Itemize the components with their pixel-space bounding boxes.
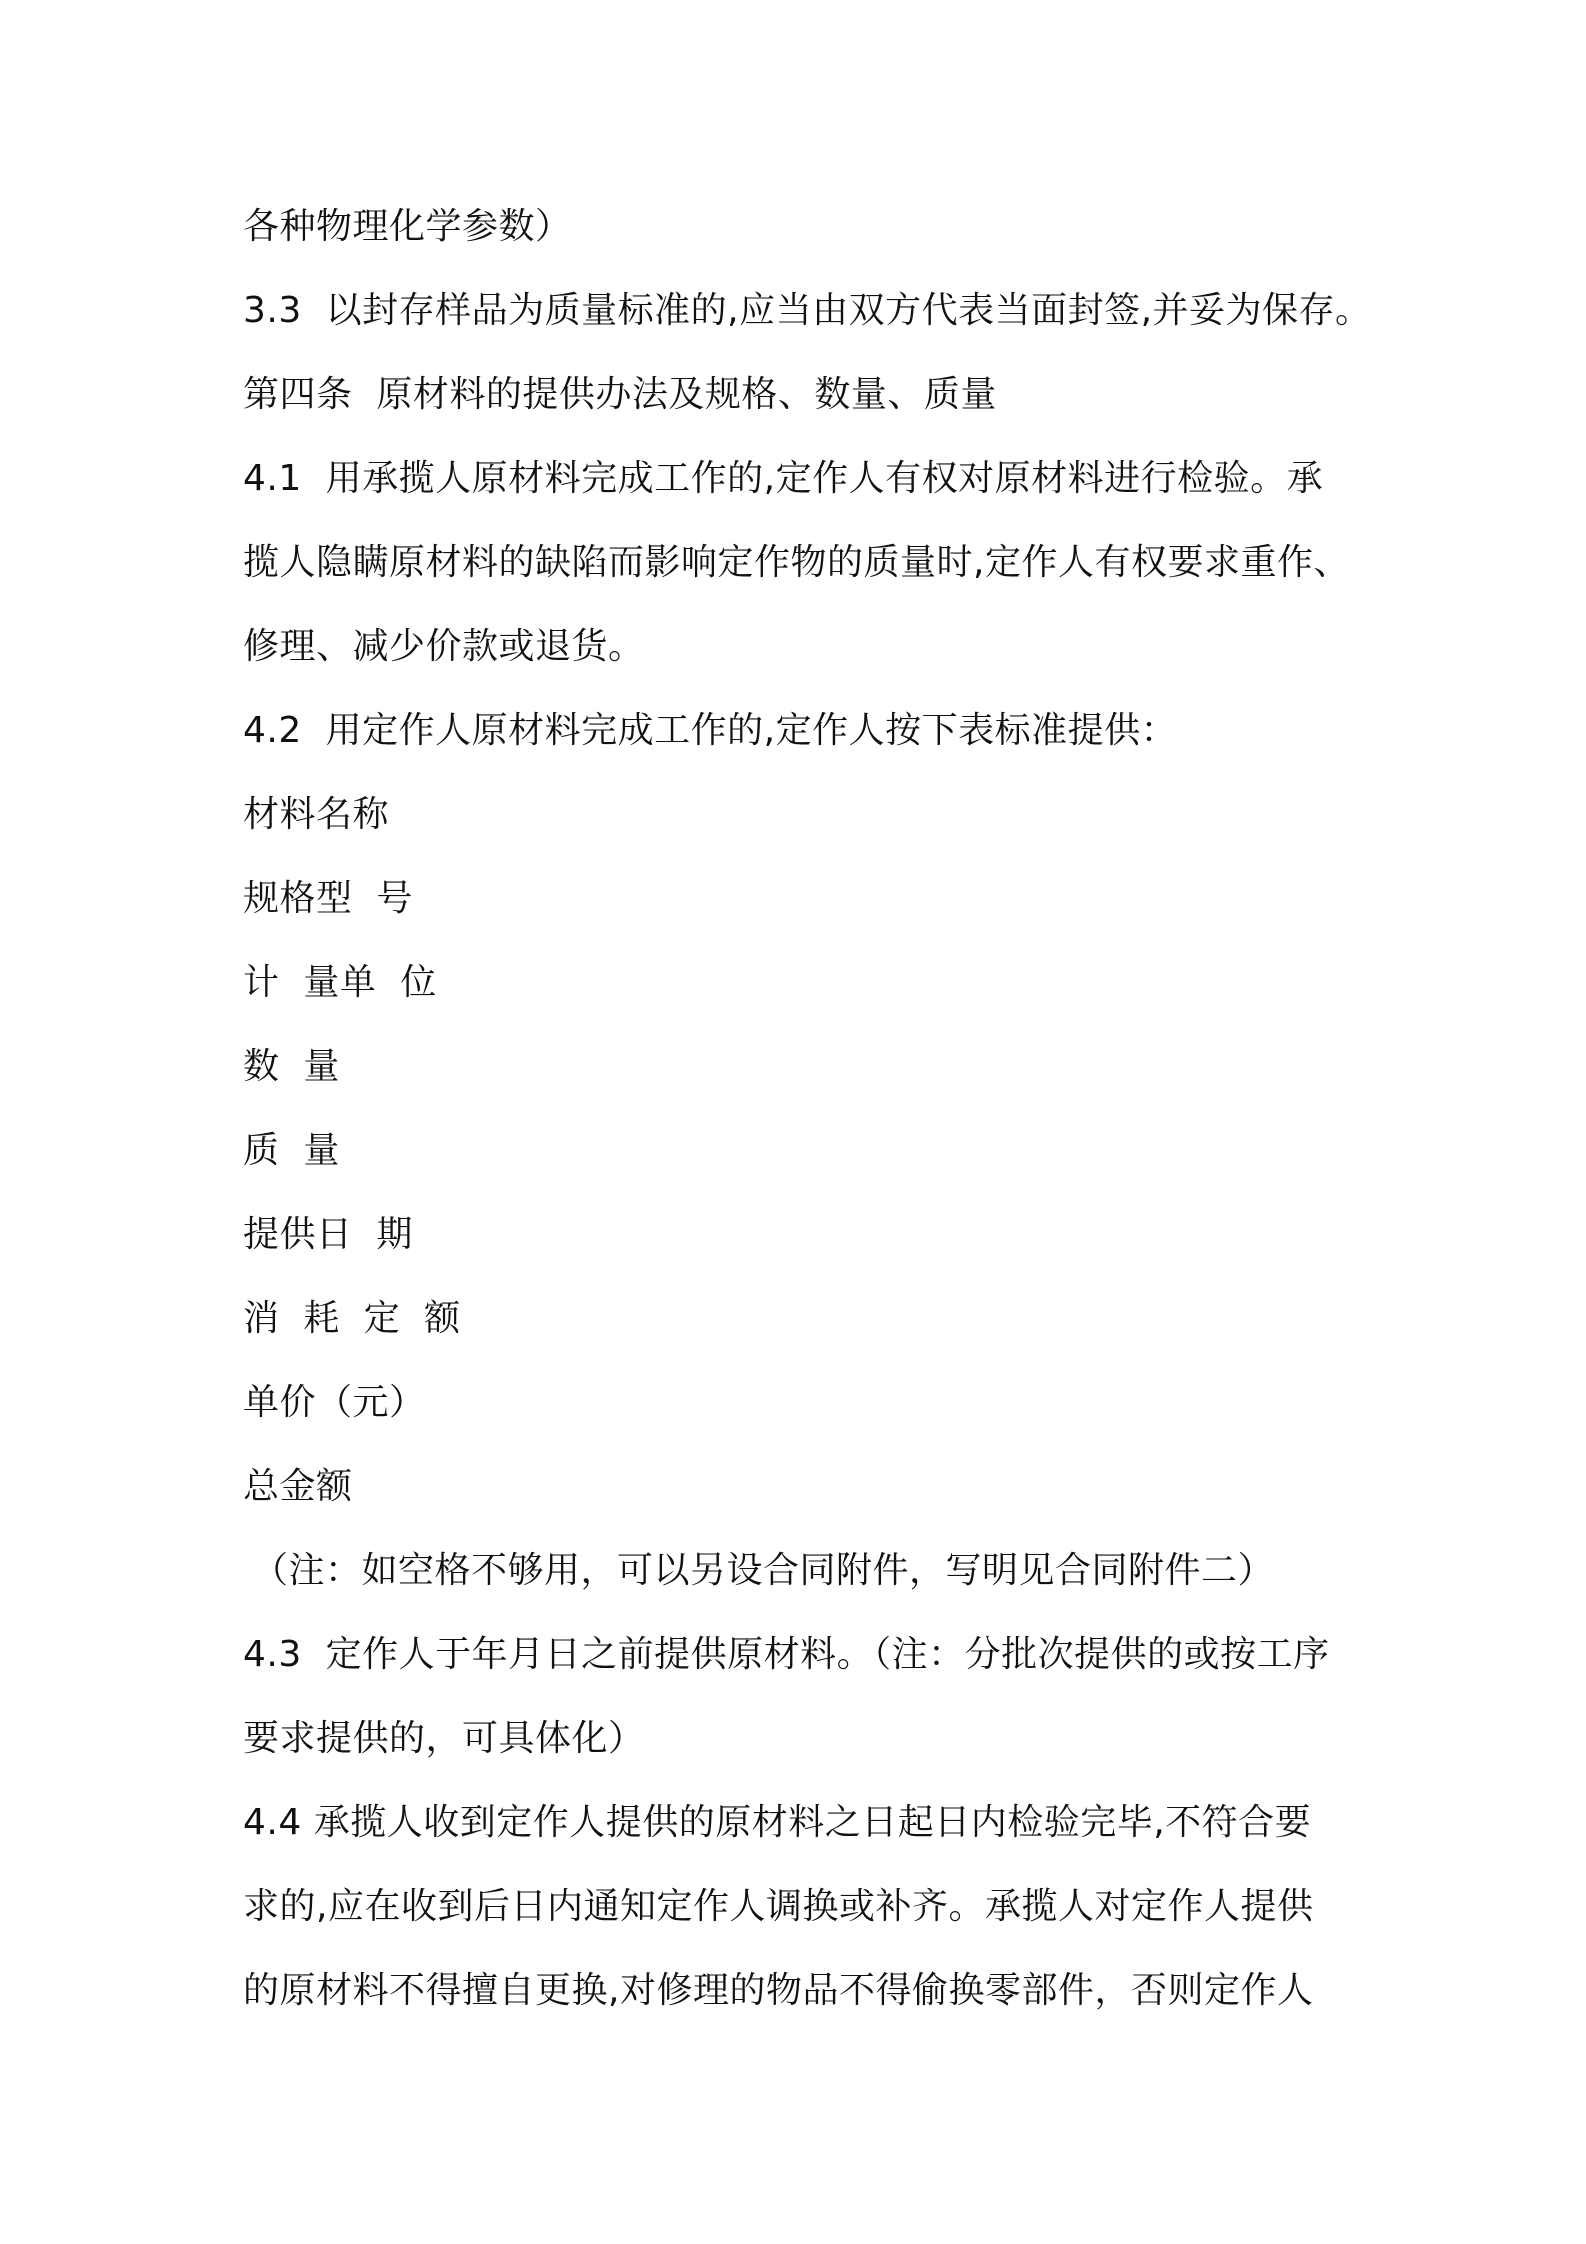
field-label-total-amount: 总金额 <box>243 1466 353 1507</box>
field-label-material-name: 材料名称 <box>243 794 390 835</box>
text-line-chemical-params: 各种物理化学参数） <box>243 206 572 247</box>
text-line-clause-4-1-cont: 揽人隐瞒原材料的缺陷而影响定作物的质量时,定作人有权要求重作、 <box>243 542 1350 583</box>
field-label-quantity: 数 量 <box>243 1046 340 1087</box>
field-label-spec-model: 规格型 号 <box>243 878 413 919</box>
text-line-clause-4-1-end: 修理、减少价款或退货。 <box>243 626 645 667</box>
field-label-unit: 计 量单 位 <box>243 962 437 1003</box>
text-line-clause-4-4: 4.4 承揽人收到定作人提供的原材料之日起日内检验完毕,不符合要 <box>243 1802 1312 1843</box>
text-line-clause-4-3: 4.3 定作人于年月日之前提供原材料。（注：分批次提供的或按工序 <box>243 1634 1330 1675</box>
text-line-note-attachment: （注：如空格不够用，可以另设合同附件，写明见合同附件二） <box>252 1550 1275 1591</box>
field-label-unit-price: 单价（元） <box>243 1382 426 1423</box>
field-label-consumption-quota: 消 耗 定 额 <box>243 1298 461 1339</box>
field-label-supply-date: 提供日 期 <box>243 1214 413 1255</box>
text-line-clause-4-1: 4.1 用承揽人原材料完成工作的,定作人有权对原材料进行检验。承 <box>243 458 1324 499</box>
section-heading-article-4: 第四条 原材料的提供办法及规格、数量、质量 <box>243 374 997 415</box>
field-label-quality: 质 量 <box>243 1130 340 1171</box>
text-line-clause-3-3: 3.3 以封存样品为质量标准的,应当由双方代表当面封签,并妥为保存。 <box>243 290 1372 331</box>
text-line-clause-4-3-cont: 要求提供的，可具体化） <box>243 1718 645 1759</box>
text-line-clause-4-4-end: 的原材料不得擅自更换,对修理的物品不得偷换零部件，否则定作人 <box>243 1970 1314 2011</box>
text-line-clause-4-4-cont: 求的,应在收到后日内通知定作人调换或补齐。承揽人对定作人提供 <box>243 1886 1314 1927</box>
text-line-clause-4-2: 4.2 用定作人原材料完成工作的,定作人按下表标准提供： <box>243 710 1178 751</box>
